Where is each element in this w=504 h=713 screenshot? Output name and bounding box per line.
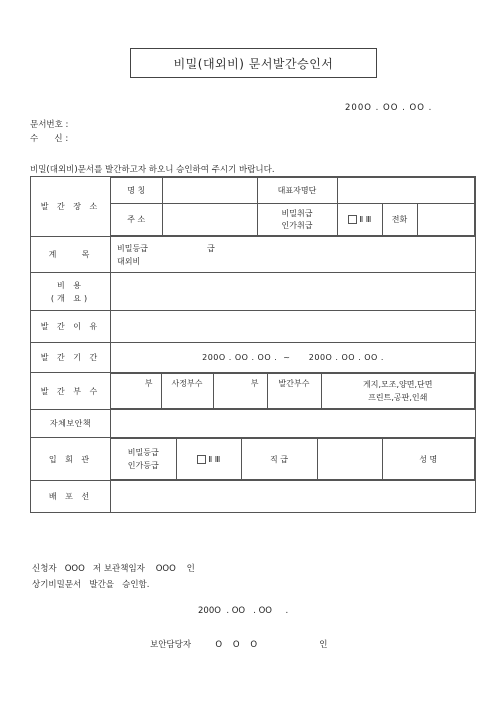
checkbox-icon[interactable] — [197, 455, 206, 464]
handler-grade[interactable] — [337, 204, 382, 236]
witness-label: 입 회 관 — [31, 438, 111, 481]
doc-number-label: 문서번호 : — [30, 120, 69, 130]
grade-label: 비밀등급 — [117, 243, 148, 253]
intro-text: 비밀(대외비)문서를 발간하고자 하오니 승인하여 주시기 바랍니다. — [30, 165, 275, 175]
witness-roman: Ⅱ Ⅲ — [208, 454, 221, 464]
reason-label: 발 간 이 유 — [31, 311, 111, 343]
distribution-label: 배 포 선 — [31, 481, 111, 513]
checkbox-icon[interactable] — [348, 215, 357, 224]
witness-name-label: 성 명 — [382, 439, 475, 480]
copies-unit-2[interactable]: 부 — [213, 374, 267, 409]
place-cell — [111, 177, 476, 237]
name-label: 명 칭 — [111, 178, 162, 204]
copies-cell — [111, 373, 476, 410]
phone-label: 전화 — [382, 204, 417, 236]
approval-statement: 상기비밀문서 발간을 승인함. — [32, 580, 150, 590]
place-label: 발 간 장 소 — [31, 177, 111, 237]
witness-grade[interactable] — [176, 439, 241, 480]
witness-grade-label: 비밀등급 인가등급 — [111, 439, 176, 480]
published-copies-label: 발간부수 — [267, 374, 321, 409]
applicant-line: 신청자 OOO 저 보관책임자 OOO 인 — [32, 564, 195, 574]
rep-field[interactable] — [337, 178, 475, 204]
addr-label: 주 소 — [111, 204, 162, 236]
period-value[interactable]: 200O . OO . OO . ~ 200O . OO . OO . — [111, 343, 476, 373]
approval-date: 200O . OO . OO . — [198, 606, 289, 616]
rank-label: 직 급 — [241, 439, 317, 480]
plan-field[interactable] — [111, 237, 476, 273]
addr-field[interactable] — [162, 204, 257, 236]
confidential-label: 대외비 — [117, 256, 141, 266]
reason-field[interactable] — [111, 311, 476, 343]
assessed-copies-label: 사정부수 — [161, 374, 213, 409]
copies-label: 발 간 부 수 — [31, 373, 111, 410]
plan-label: 계 목 — [31, 237, 111, 273]
rep-label: 대표자명단 — [257, 178, 337, 204]
period-label: 발 간 기 간 — [31, 343, 111, 373]
distribution-field[interactable] — [111, 481, 476, 513]
copies-unit-1[interactable]: 부 — [111, 374, 161, 409]
grade-suffix: 급 — [207, 243, 215, 253]
approval-form-table — [30, 176, 476, 513]
handler-label: 비밀취급 인가취급 — [257, 204, 337, 236]
rank-field[interactable] — [317, 439, 382, 480]
security-label: 자체보안책 — [31, 410, 111, 438]
print-methods: 게지,모조,양면,단면 프린트,공판,인쇄 — [321, 374, 475, 409]
phone-field[interactable] — [417, 204, 475, 236]
name-field[interactable] — [162, 178, 257, 204]
cost-label: 비 용 (개 요) — [31, 273, 111, 311]
security-officer-line: 보안담당자 O O O 인 — [150, 640, 328, 650]
handler-roman: Ⅱ Ⅲ — [359, 215, 372, 224]
recipient-label: 수 신 : — [30, 134, 69, 144]
document-title-text: 비밀(대외비) 문서발간승인서 — [173, 56, 334, 71]
document-date: 200O . OO . OO . — [345, 103, 433, 113]
security-field[interactable] — [111, 410, 476, 438]
document-title — [130, 48, 377, 78]
cost-field[interactable] — [111, 273, 476, 311]
witness-cell — [111, 438, 476, 481]
